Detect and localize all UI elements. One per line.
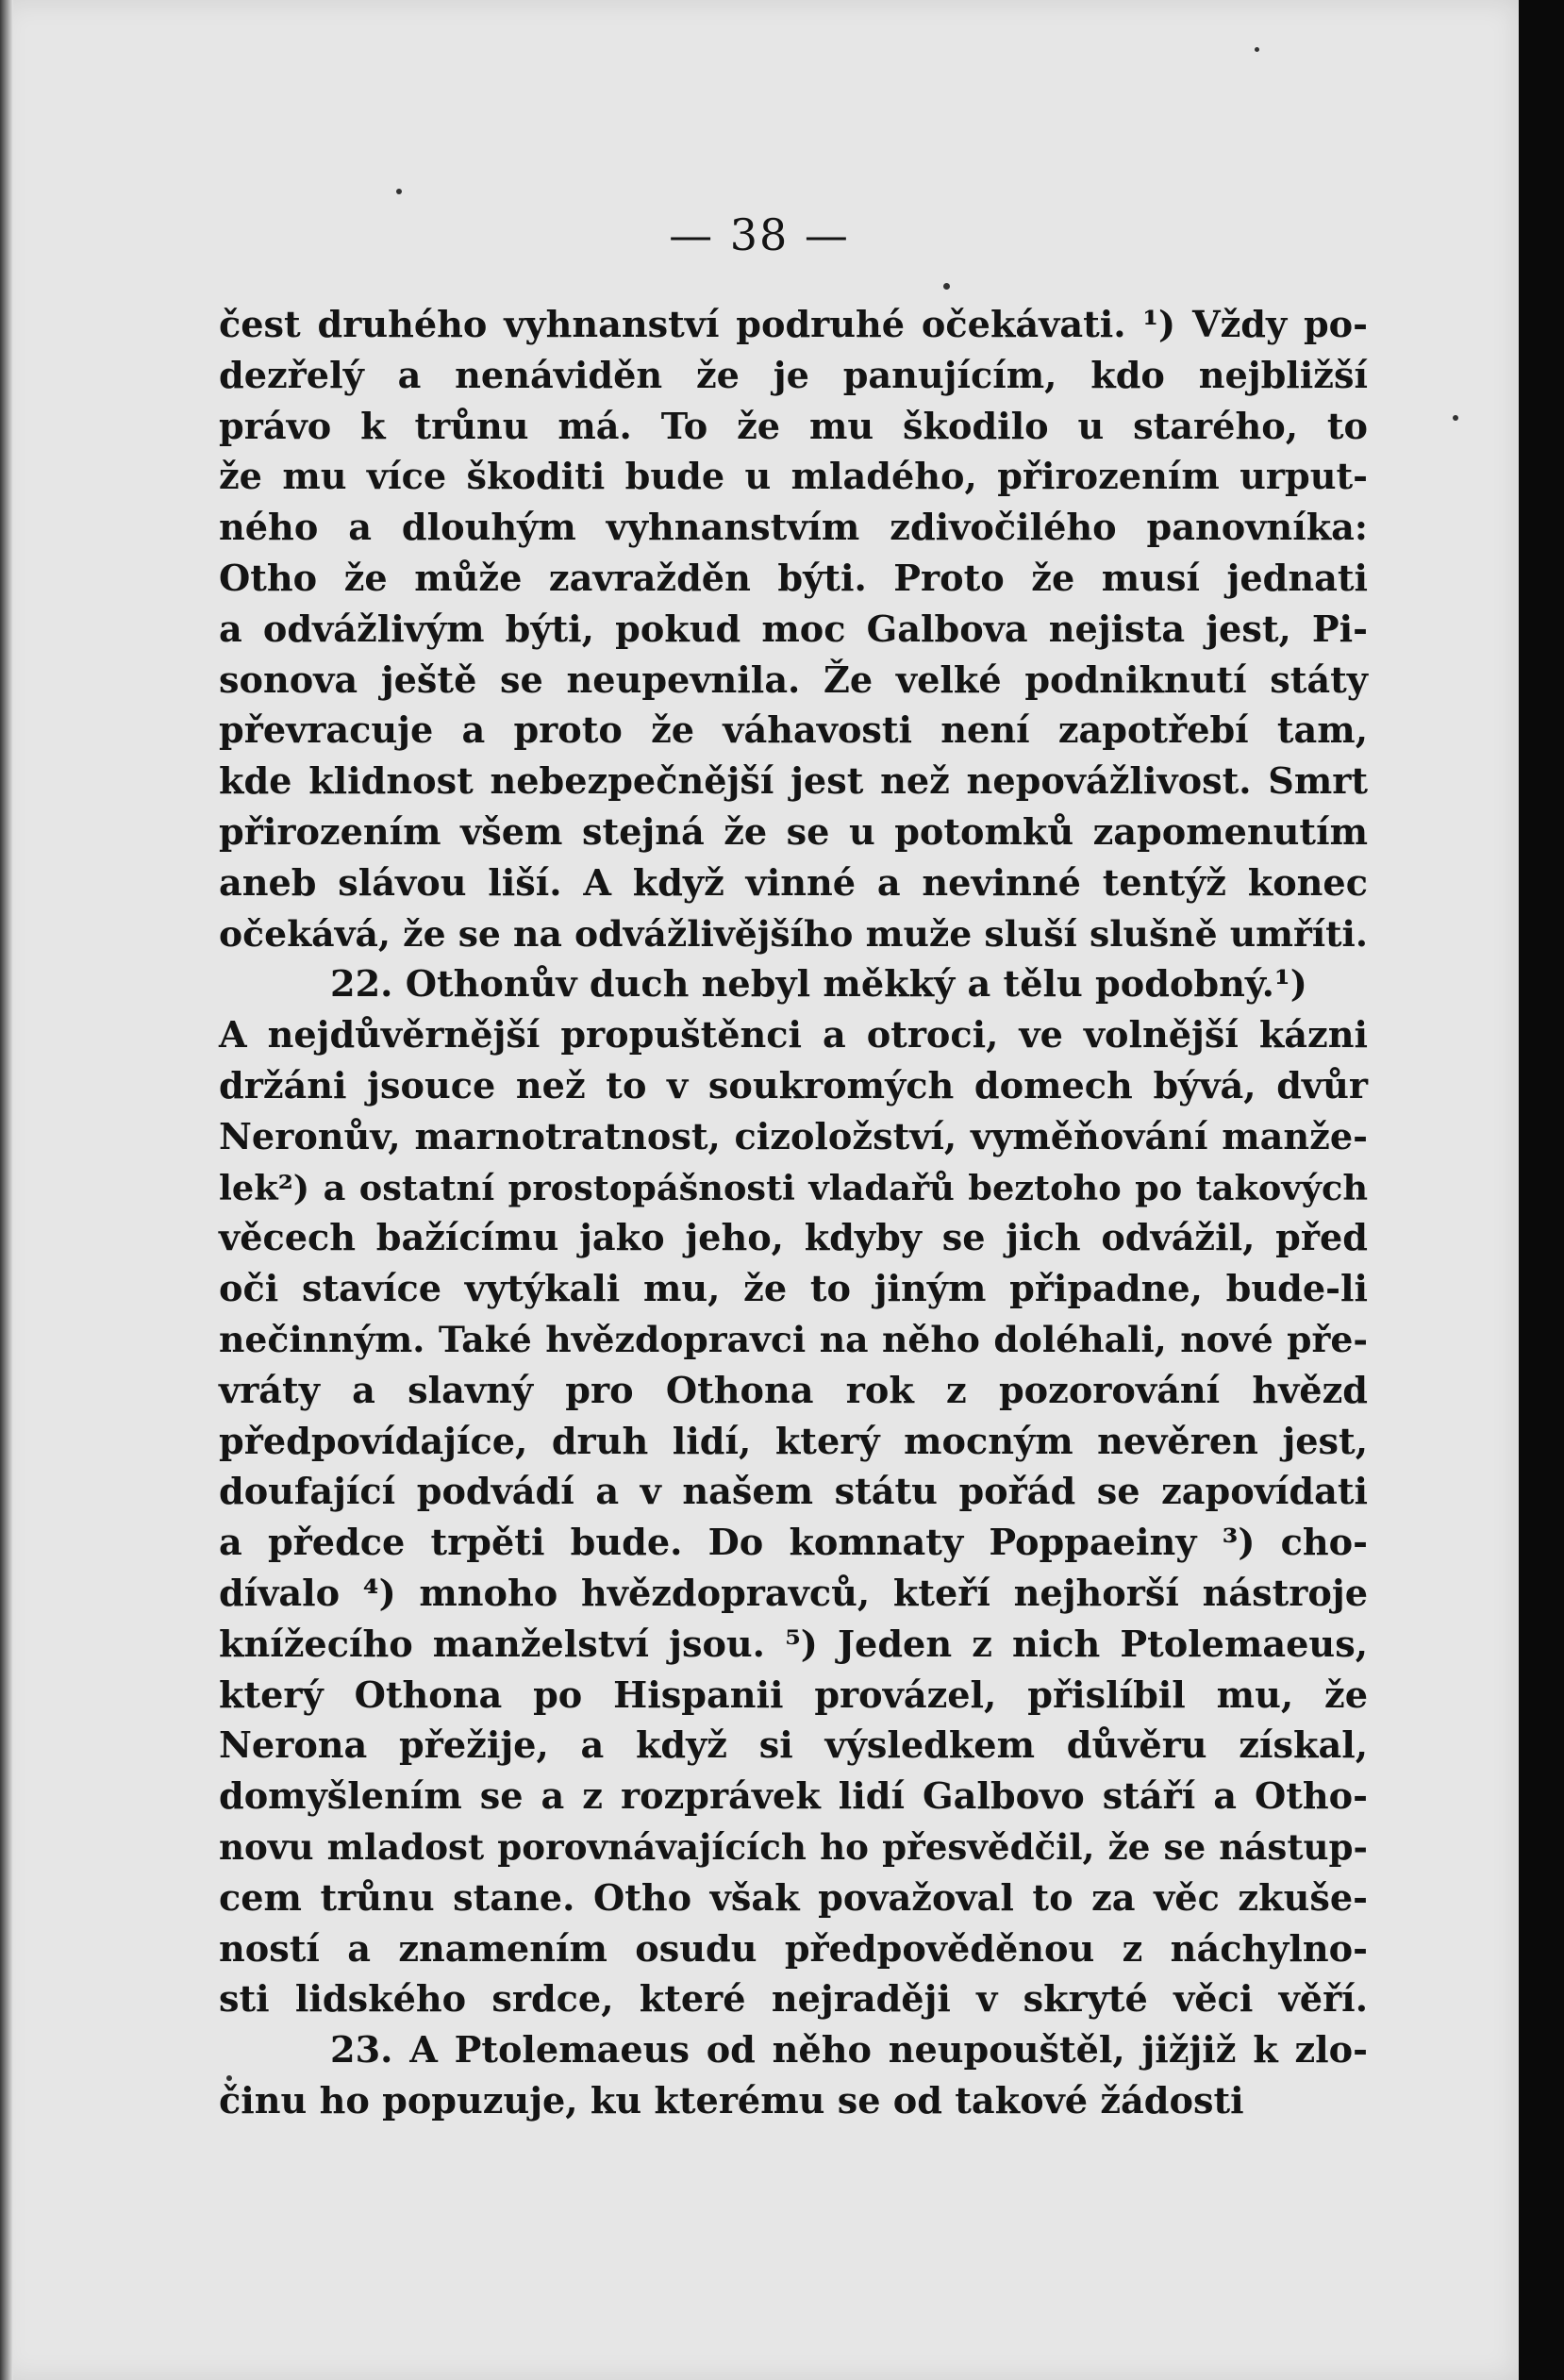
text-line: doufající podvádí a v našem státu pořád se zapovídati: [219, 1471, 1368, 1514]
text-line: ného a dlouhým vyhnanstvím zdivočilého panovníka:: [219, 507, 1368, 550]
text-line: ností a znamením osudu předpověděnou z náchylno-: [219, 1927, 1368, 1971]
text-line: Neronův, marnotratnost, cizoložství, vyměňování manže-: [219, 1115, 1368, 1158]
text-line: Nerona přežije, a když si výsledkem důvěru získal,: [219, 1724, 1368, 1768]
text-line: oči stavíce vytýkali mu, že to jiným připadne, bude-li: [219, 1268, 1368, 1311]
text-line: aneb slávou liší. A když vinné a nevinné tentýž konec: [219, 861, 1368, 905]
text-line: cem trůnu stane. Otho však považoval to za věc zkuše-: [219, 1876, 1368, 1920]
text-line: kde klidnost nebezpečnější jest než nepovážlivost. Smrt: [219, 760, 1368, 804]
text-line: nečinným. Také hvězdopravci na něho doléhali, nové pře-: [219, 1318, 1368, 1360]
scan-speck: [1255, 47, 1259, 52]
scan-speck: [1453, 415, 1458, 421]
text-line: který Othona po Hispanii provázel, přislíbil mu, že: [219, 1673, 1368, 1717]
scan-speck: [396, 189, 402, 194]
text-line: novu mladost porovnávajících ho přesvědčil, že se nástup-: [219, 1825, 1368, 1868]
text-line: 22. Othonův duch nebyl měkký a tělu podobný.¹): [330, 963, 1307, 1007]
text-line: Otho že může zavražděn býti. Proto že musí jednati: [219, 557, 1368, 600]
text-line: převracuje a proto že váhavosti není zapotřebí tam,: [219, 709, 1368, 753]
text-line: dívalo ⁴) mnoho hvězdopravců, kteří nejhorší nástroje: [219, 1572, 1368, 1615]
text-line: dezřelý a nenáviděn že je panujícím, kdo nejbližší: [219, 354, 1368, 397]
page-number: — 38 —: [669, 209, 850, 260]
text-line: přirozením všem stejná že se u potomků zapomenutím: [219, 810, 1368, 854]
text-line: sonova ještě se neupevnila. Že velké podniknutí státy: [219, 658, 1368, 702]
text-line: předpovídajíce, druh lidí, který mocným nevěren jest,: [219, 1420, 1368, 1463]
text-line: a předce trpěti bude. Do komnaty Poppaeiny ³) cho-: [219, 1522, 1368, 1565]
scan-speck: [943, 283, 950, 290]
text-line: a odvážlivým býti, pokud moc Galbova nejista jest, Pi-: [219, 607, 1368, 651]
scan-border: [1519, 0, 1564, 2380]
text-line: vráty a slavný pro Othona rok z pozorování hvězd: [219, 1369, 1368, 1412]
text-line: knížecího manželství jsou. ⁵) Jeden z nich Ptolemaeus,: [219, 1623, 1368, 1666]
text-line: že mu více škoditi bude u mladého, přirozením urput-: [219, 456, 1368, 499]
text-line: věcech bažícímu jako jeho, kdyby se jich odvážil, před: [219, 1217, 1368, 1260]
page-binding-shadow: [0, 0, 13, 2380]
text-line: domyšlením se a z rozprávek lidí Galbovo stáří a Otho-: [219, 1775, 1368, 1819]
text-line: očekává, že se na odvážlivějšího muže sluší slušně umříti.: [219, 912, 1368, 955]
text-line: právo k trůnu má. To že mu škodilo u starého, to: [219, 405, 1368, 448]
text-line: činu ho popuzuje, ku kterému se od takové žádosti: [219, 2079, 1244, 2122]
text-line: 23. A Ptolemaeus od něho neupouštěl, jižjiž k zlo-: [330, 2029, 1368, 2072]
text-line: lek²) a ostatní prostopášnosti vladařů beztoho po takových: [219, 1167, 1368, 1208]
text-line: držáni jsouce než to v soukromých domech bývá, dvůr: [219, 1064, 1368, 1107]
text-line: A nejdůvěrnější propuštěnci a otroci, ve volnější kázni: [219, 1014, 1368, 1057]
text-line: sti lidského srdce, které nejraději v skryté věci věří.: [219, 1978, 1368, 2022]
body-text: [219, 300, 1368, 2127]
text-line: čest druhého vyhnanství podruhé očekávati. ¹) Vždy po-: [219, 304, 1368, 346]
